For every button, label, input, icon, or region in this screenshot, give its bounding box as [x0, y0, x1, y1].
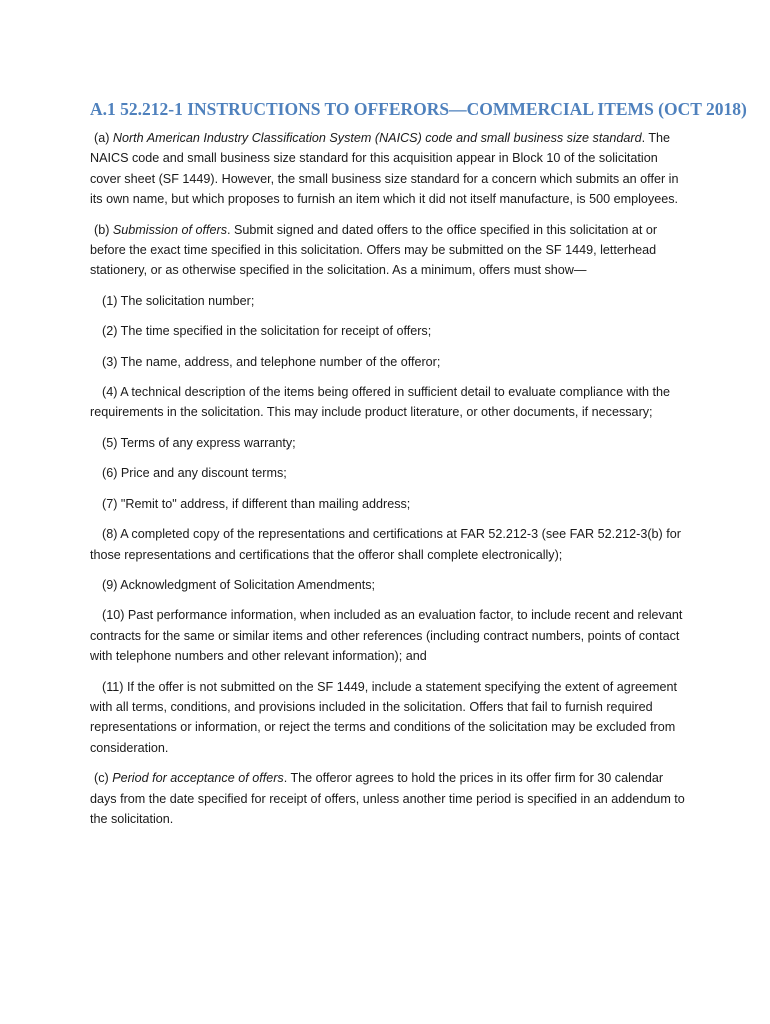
list-item-9: (9) Acknowledgment of Solicitation Amendments; [102, 577, 376, 592]
paragraph-b-body: . Submit signed and dated offers to the office specified in this solicitation at or before the exact time specified in this solicitation. Offers may be submitted on the SF 1449, letterhead stationery, or as otherwise specified in the solicitation. As a minimum, offers must show— [90, 222, 658, 278]
list-item-10: (10) Past performance information, when included as an evaluation factor, to include recent and relevant contracts for the same or similar items and other references (including contract numbers, points of contact with telephone numbers and other relevant information); and [90, 608, 683, 664]
list-item-8: (8) A completed copy of the representations and certifications at FAR 52.212-3 (see FAR 52.212-3(b) for those representations and certifications that the offeror shall complete electronically); [90, 527, 681, 562]
paragraph-a-marker: (a) [94, 131, 113, 145]
list-item-11: (11) If the offer is not submitted on the SF 1449, include a statement specifying the extent of agreement with all terms, conditions, and provisions included in the solicitation. Offers that fail to furnish required representations or information, or reject the terms and conditions of the solicitation may be excluded from consideration. [90, 679, 677, 755]
page-title: A.1 52.212-1 INSTRUCTIONS TO OFFERORS—COMMERCIAL ITEMS (OCT 2018) [90, 99, 747, 119]
paragraph-a-body: . The NAICS code and small business size standard for this acquisition appear in Block 10 of the solicitation cover sheet (SF 1449). However, the small business size standard for a concern which submits an offer in its own name, but which proposes to furnish an item which it did not itself manufacture, is 500 employees. [90, 131, 679, 207]
document-body [90, 96, 747, 839]
paragraph-c-body: . The offeror agrees to hold the prices in its offer firm for 30 calendar days from the date specified for receipt of offers, unless another time period is specified in an addendum to the solicitation. [90, 771, 685, 826]
paragraph-c-marker: (c) [94, 771, 113, 786]
paragraph-c-heading: Period for acceptance of offers [112, 771, 284, 786]
list-item-4: (4) A technical description of the items being offered in sufficient detail to evaluate compliance with the requirements in the solicitation. This may include product literature, or other documents, if necessary; [90, 385, 670, 420]
paragraph-a [90, 128, 690, 210]
paragraph-b-heading: Submission of offers [112, 222, 227, 237]
paragraph-c [90, 768, 690, 829]
paragraph-b-marker: (b) [94, 222, 113, 237]
paragraph-a-heading: North American Industry Classification System (NAICS) code and small business size standard [112, 131, 642, 145]
list-item-2: (2) The time specified in the solicitation for receipt of offers; [102, 324, 432, 339]
list-item-3: (3) The name, address, and telephone number of the offeror; [102, 354, 441, 369]
list-item-1: (1) The solicitation number; [102, 293, 255, 308]
list-item-5: (5) Terms of any express warranty; [102, 435, 296, 450]
list-item-6: (6) Price and any discount terms; [102, 466, 287, 481]
paragraph-b [90, 220, 690, 281]
list-item-7: (7) "Remit to" address, if different than mailing address; [102, 496, 411, 511]
